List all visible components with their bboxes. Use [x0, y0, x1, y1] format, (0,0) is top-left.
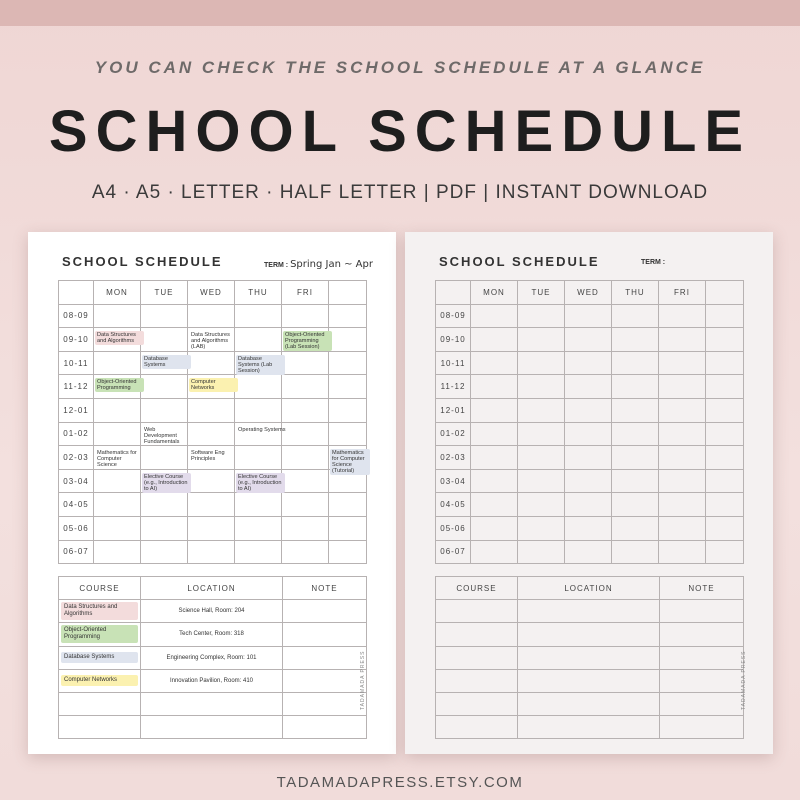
time-label: 04-05	[436, 493, 471, 517]
term-value: Spring Jan ~ Apr	[290, 259, 373, 270]
course-location: Science Hall, Room: 204	[141, 600, 283, 623]
course-row	[59, 646, 367, 669]
class-block: Data Structures and Algorithms	[95, 331, 144, 345]
class-block: Web Development Fundamentals	[144, 426, 180, 445]
time-row	[436, 328, 744, 352]
day-header: THU	[235, 281, 282, 305]
time-row	[436, 304, 744, 328]
course-row	[59, 669, 367, 692]
time-label: 10-11	[436, 351, 471, 375]
day-header-extra	[329, 281, 367, 305]
note-header: NOTE	[660, 577, 744, 600]
time-label: 12-01	[59, 398, 94, 422]
course-table	[58, 576, 367, 739]
course-row-empty	[436, 600, 744, 623]
course-row-empty	[59, 716, 367, 739]
course-row-empty	[436, 669, 744, 692]
time-row	[59, 493, 367, 517]
time-label: 11-12	[59, 375, 94, 399]
press-credit: TADAMADA PRESS	[741, 650, 747, 710]
course-location: Tech Center, Room: 318	[141, 623, 283, 646]
time-label: 10-11	[59, 351, 94, 375]
time-row	[59, 516, 367, 540]
day-header-extra	[706, 281, 744, 305]
course-row	[59, 623, 367, 646]
course-header-row	[59, 577, 367, 600]
time-label: 05-06	[59, 516, 94, 540]
class-block: Elective Course (e.g., Introduction to AI)	[142, 473, 191, 493]
day-header: MON	[94, 281, 141, 305]
course-row-empty	[436, 623, 744, 646]
class-block: Computer Networks	[189, 378, 238, 392]
day-header: WED	[565, 281, 612, 305]
time-row	[59, 328, 367, 352]
time-label: 03-04	[59, 469, 94, 493]
location-header: LOCATION	[141, 577, 283, 600]
course-name: Database Systems	[61, 652, 138, 663]
note-header: NOTE	[283, 577, 367, 600]
time-row	[436, 516, 744, 540]
time-label: 02-03	[436, 446, 471, 470]
time-label: 04-05	[59, 493, 94, 517]
time-row	[436, 398, 744, 422]
course-row-empty	[436, 646, 744, 669]
course-row	[59, 600, 367, 623]
term-field	[641, 259, 665, 266]
time-row	[59, 375, 367, 399]
time-label: 08-09	[59, 304, 94, 328]
class-block: Operating Systems	[238, 426, 286, 433]
class-block: Mathematics for Computer Science	[97, 450, 137, 469]
formats-line: A4 · A5 · LETTER · HALF LETTER | PDF | INSTANT DOWNLOAD	[91, 182, 709, 203]
time-row	[436, 446, 744, 470]
time-row	[59, 351, 367, 375]
weekly-grid	[58, 280, 367, 564]
day-header-row	[436, 281, 744, 305]
course-header-row	[436, 577, 744, 600]
class-block: Database Systems (Lab Session)	[236, 355, 285, 375]
class-block: Elective Course (e.g., Introduction to AI)	[236, 473, 285, 493]
sheet-title: SCHOOL SCHEDULE	[439, 254, 600, 269]
day-header: MON	[471, 281, 518, 305]
time-label: 06-07	[436, 540, 471, 564]
course-table-blank	[435, 576, 744, 739]
time-row	[436, 375, 744, 399]
class-block: Software Eng Principles	[191, 450, 225, 463]
time-label: 01-02	[436, 422, 471, 446]
time-row	[59, 446, 367, 470]
day-header-row	[59, 281, 367, 305]
time-label: 05-06	[436, 516, 471, 540]
course-location: Innovation Pavilion, Room: 410	[141, 669, 283, 692]
time-label: 11-12	[436, 375, 471, 399]
corner-cell	[436, 281, 471, 305]
main-title: SCHOOL SCHEDULE	[48, 99, 752, 164]
time-row	[59, 469, 367, 493]
press-credit: TADAMADA PRESS	[360, 650, 366, 710]
time-label: 06-07	[59, 540, 94, 564]
course-row-empty	[436, 692, 744, 715]
course-location: Engineering Complex, Room: 101	[141, 646, 283, 669]
day-header: FRI	[659, 281, 706, 305]
course-name: Data Structures and Algorithms	[61, 602, 138, 620]
day-header: THU	[612, 281, 659, 305]
class-block: Database Systems	[142, 355, 191, 369]
day-header: TUE	[141, 281, 188, 305]
course-header: COURSE	[59, 577, 141, 600]
day-header: FRI	[282, 281, 329, 305]
shop-url: TADAMADAPRESS.ETSY.COM	[276, 774, 524, 791]
term-label: TERM :	[264, 262, 289, 269]
time-label: 09-10	[59, 328, 94, 352]
location-header: LOCATION	[518, 577, 660, 600]
class-block: Data Structures and Algorithms (LAB)	[191, 332, 230, 351]
class-block: Mathematics for Computer Science (Tutorial)	[330, 449, 370, 475]
day-header: TUE	[518, 281, 565, 305]
time-row	[436, 351, 744, 375]
time-row	[436, 469, 744, 493]
time-label: 12-01	[436, 398, 471, 422]
sheet-title: SCHOOL SCHEDULE	[62, 254, 223, 269]
time-row	[59, 304, 367, 328]
course-row-empty	[59, 692, 367, 715]
time-row	[59, 540, 367, 564]
course-name: Computer Networks	[61, 675, 138, 686]
time-row	[59, 422, 367, 446]
time-label: 02-03	[59, 446, 94, 470]
corner-cell	[59, 281, 94, 305]
time-row	[436, 493, 744, 517]
day-header: WED	[188, 281, 235, 305]
term-field	[264, 259, 373, 270]
time-label: 08-09	[436, 304, 471, 328]
term-label: TERM :	[641, 259, 666, 266]
course-row-empty	[436, 716, 744, 739]
course-header: COURSE	[436, 577, 518, 600]
filled-schedule-sheet	[28, 232, 396, 754]
weekly-grid-blank	[435, 280, 744, 564]
time-label: 01-02	[59, 422, 94, 446]
time-row	[436, 422, 744, 446]
time-label: 03-04	[436, 469, 471, 493]
time-row	[59, 398, 367, 422]
class-block: Object-Oriented Programming (Lab Session)	[283, 331, 332, 351]
blank-schedule-sheet	[405, 232, 773, 754]
top-band	[0, 0, 800, 26]
time-row	[436, 540, 744, 564]
tagline: YOU CAN CHECK THE SCHOOL SCHEDULE AT A GLANCE	[94, 58, 706, 77]
time-label: 09-10	[436, 328, 471, 352]
course-name: Object-Oriented Programming	[61, 625, 138, 643]
class-block: Object-Oriented Programming	[95, 378, 144, 392]
